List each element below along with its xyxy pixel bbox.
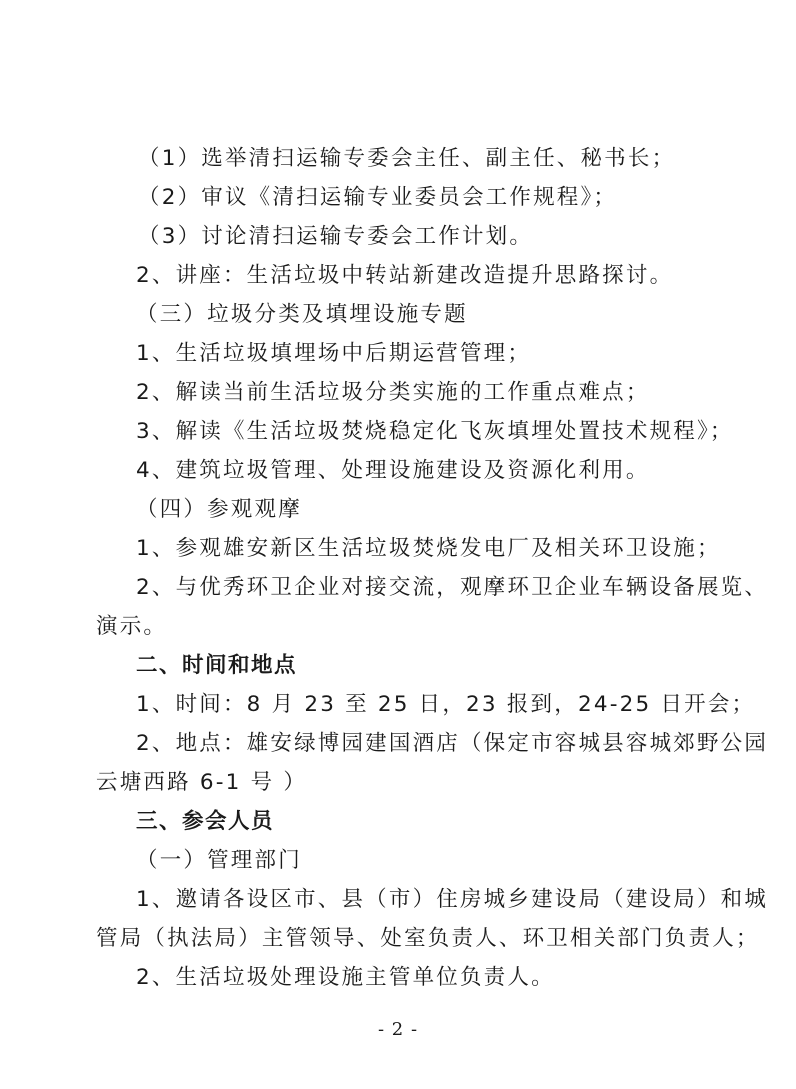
agenda-item-elect-officers: （1）选举清扫运输专委会主任、副主任、秘书长； xyxy=(138,146,676,171)
agenda-item-review-rules: （2）审议《清扫运输专业委员会工作规程》； xyxy=(138,185,618,210)
page-number: - 2 - xyxy=(377,1019,419,1040)
visit-item-exchange: 2、与优秀环卫企业对接交流，观摩环卫企业车辆设备展览、 xyxy=(136,575,769,600)
subsection-heading-management: （一）管理部门 xyxy=(136,848,302,873)
subsection-heading-sorting-landfill: （三）垃圾分类及填埋设施专题 xyxy=(136,302,468,327)
section-heading-attendees: 三、参会人员 xyxy=(136,809,275,834)
agenda-item-discuss-plan: （3）讨论清扫运输专委会工作计划。 xyxy=(138,224,534,249)
topic-item-sorting-priorities: 2、解读当前生活垃圾分类实施的工作重点难点； xyxy=(136,380,650,405)
topic-item-fly-ash-rules: 3、解读《生活垃圾焚烧稳定化飞灰填埋处置技术规程》； xyxy=(136,419,734,444)
attendee-item-facility-heads: 2、生活垃圾处理设施主管单位负责人。 xyxy=(136,965,555,990)
location-item-continued: 云塘西路 6-1 号 ） xyxy=(96,770,308,795)
attendee-item-invited-leaders: 1、邀请各设区市、县（市）住房城乡建设局（建设局）和城 xyxy=(136,887,769,912)
lecture-item: 2、讲座：生活垃圾中转站新建改造提升思路探讨。 xyxy=(136,263,674,288)
time-item: 1、时间：8 月 23 至 25 日，23 报到，24-25 日开会； xyxy=(136,692,756,717)
subsection-heading-visit: （四）参观观摩 xyxy=(136,497,302,522)
section-heading-time-place: 二、时间和地点 xyxy=(136,653,298,678)
attendee-item-invited-leaders-continued: 管局（执法局）主管领导、处室负责人、环卫相关部门负责人； xyxy=(96,926,760,951)
visit-item-exchange-continued: 演示。 xyxy=(96,614,168,639)
topic-item-landfill-operation: 1、生活垃圾填埋场中后期运营管理； xyxy=(136,341,532,366)
topic-item-construction-waste: 4、建筑垃圾管理、处理设施建设及资源化利用。 xyxy=(136,458,650,483)
location-item: 2、地点：雄安绿博园建国酒店（保定市容城县容城郊野公园 xyxy=(136,731,769,756)
visit-item-power-plant: 1、参观雄安新区生活垃圾焚烧发电厂及相关环卫设施； xyxy=(136,536,721,561)
